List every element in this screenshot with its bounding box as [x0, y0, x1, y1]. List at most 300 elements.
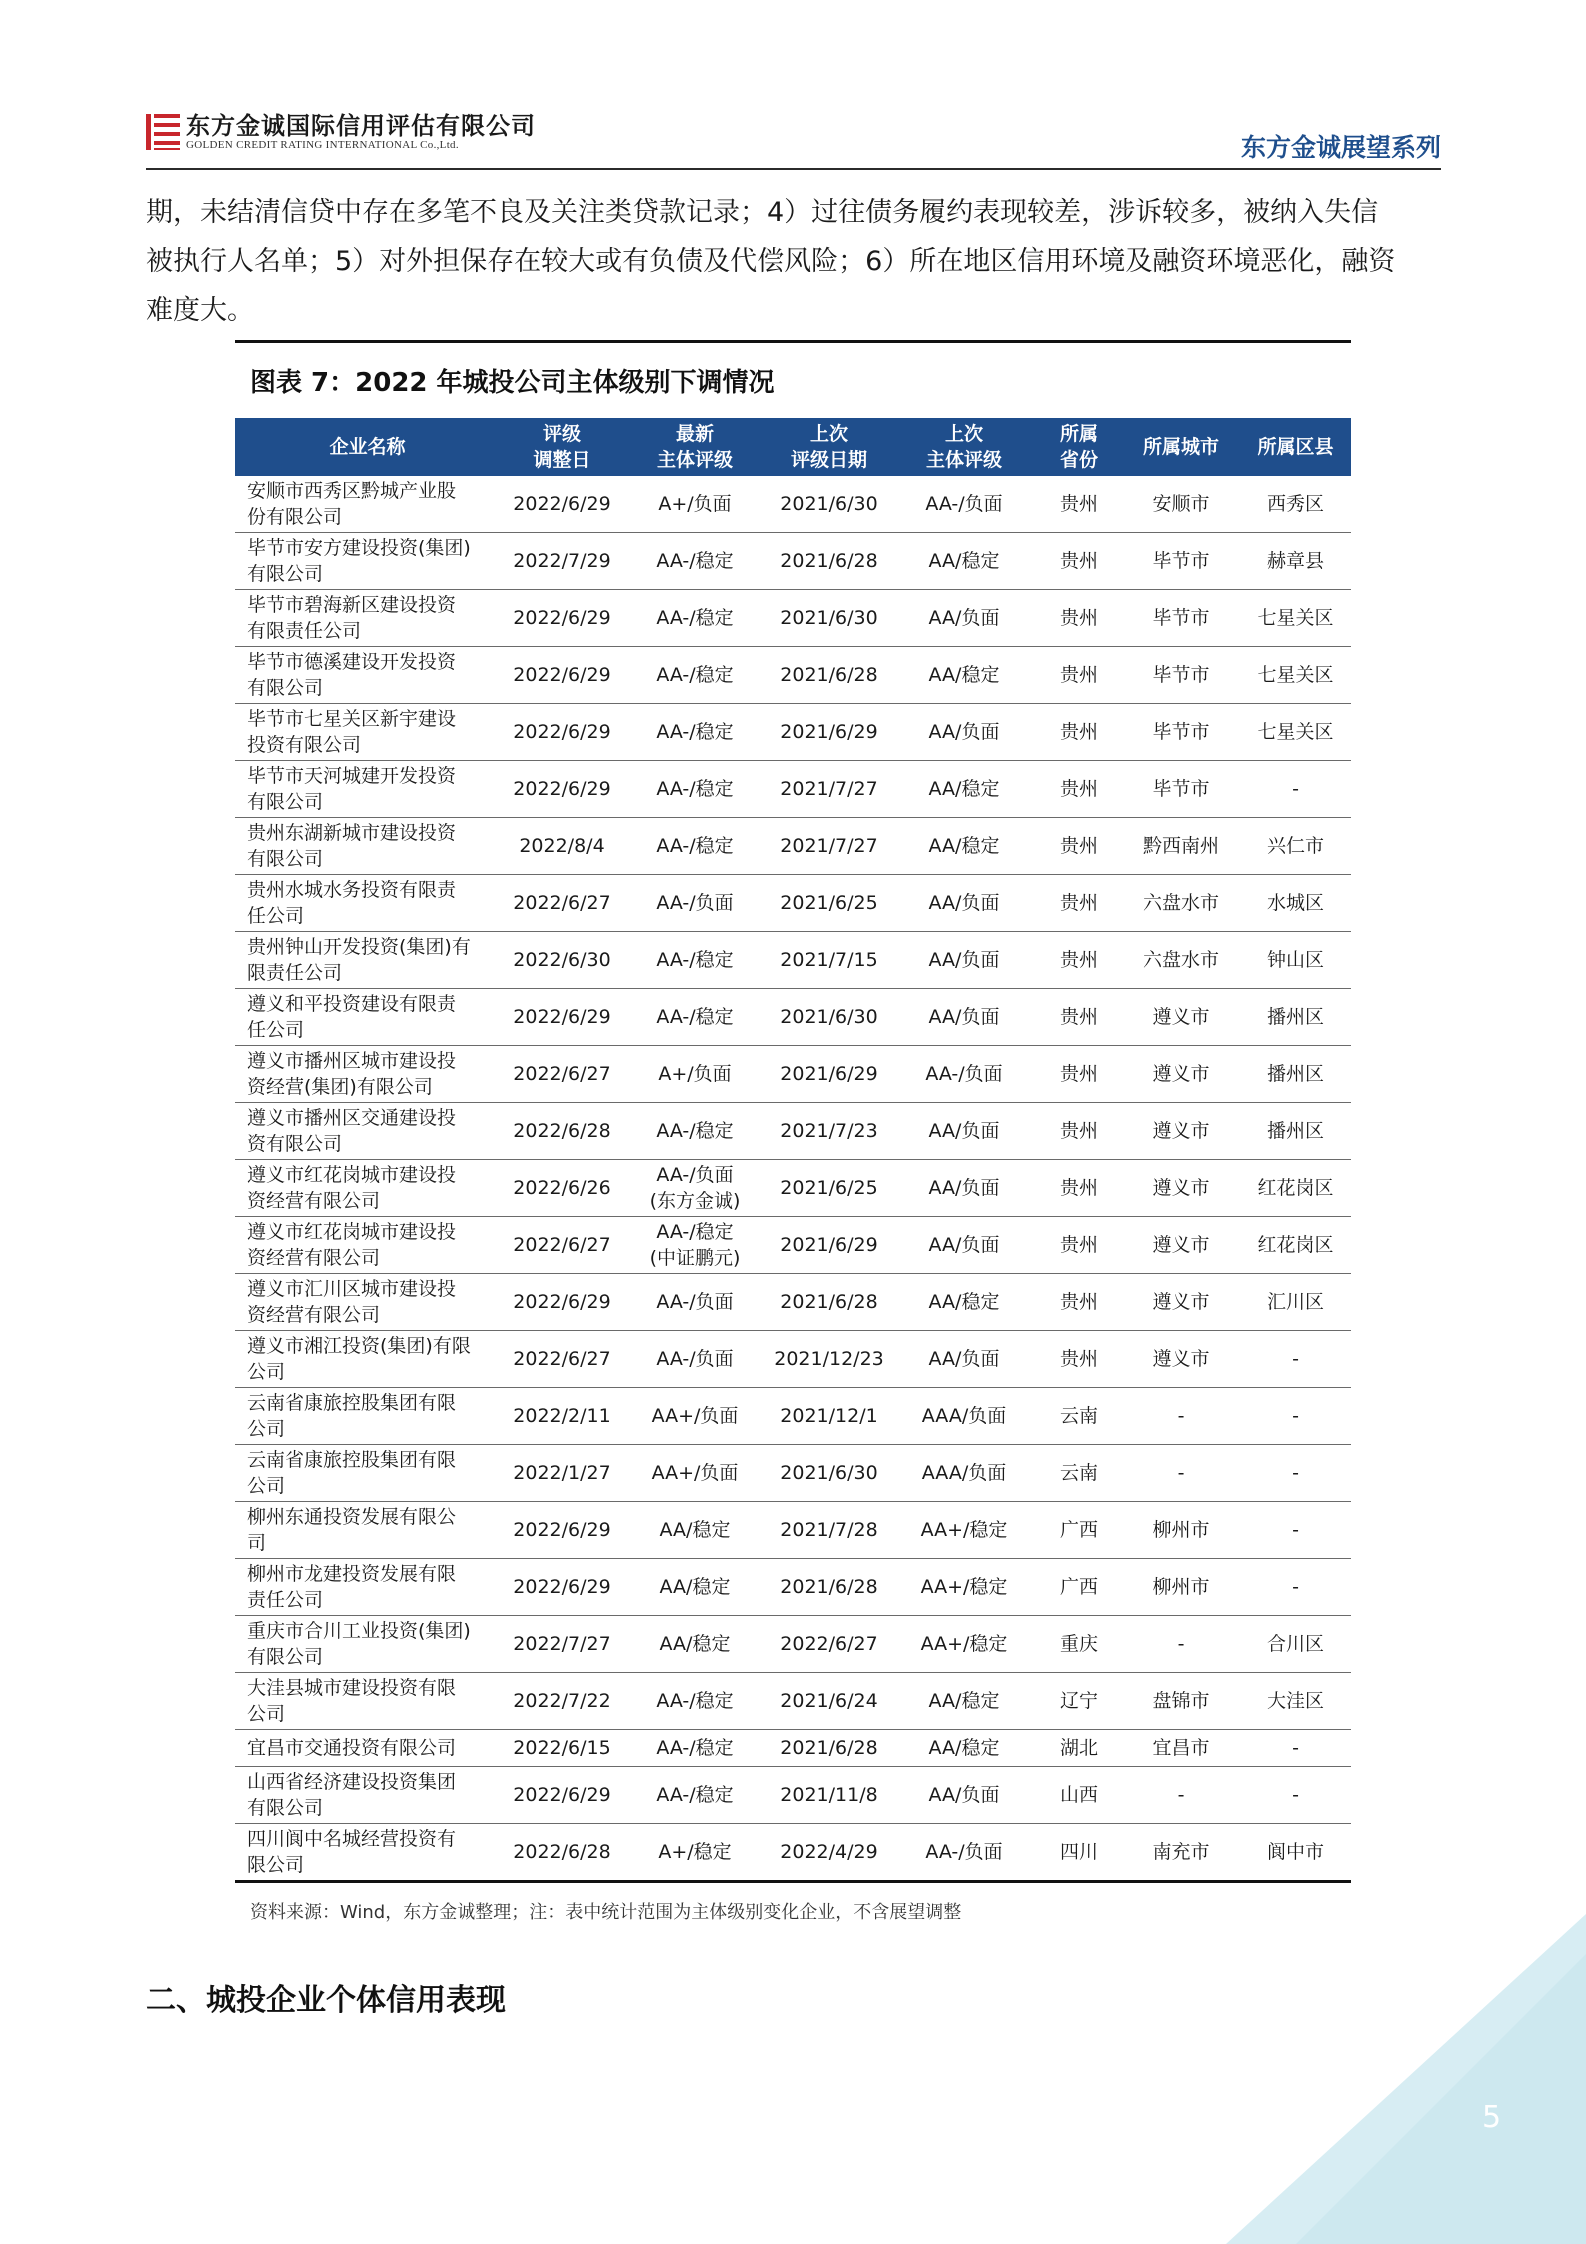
cell-text: 柳州市龙建投资发展有限 [247, 1563, 457, 1585]
cell-text: 毕节市 [1152, 778, 1210, 800]
cell-text: 柳州市 [1152, 1519, 1210, 1541]
cell-text: 2022/6/28 [513, 1841, 611, 1863]
table-cell [766, 704, 892, 761]
column-header [766, 418, 892, 476]
cell-text: 司 [247, 1532, 267, 1554]
cell-text: 2021/7/27 [780, 835, 878, 857]
table-cell [1240, 476, 1351, 533]
cell-text: 山西省经济建设投资集团 [247, 1771, 457, 1793]
cell-text: 资经营(集团)有限公司 [247, 1076, 433, 1098]
cell-text: 2021/6/29 [780, 1063, 878, 1085]
table-cell [1036, 1103, 1122, 1160]
table-cell [1036, 533, 1122, 590]
table-cell [1122, 1046, 1240, 1103]
cell-text: 柳州东通投资发展有限公 [247, 1506, 457, 1528]
company-name-cell [235, 1730, 500, 1767]
company-name-cell [235, 1046, 500, 1103]
table-cell [1122, 590, 1240, 647]
cell-text: 四川 [1059, 1841, 1098, 1863]
table-cell [892, 1160, 1036, 1217]
table-row [235, 1730, 1351, 1767]
cell-text: AA-/稳定 [656, 1690, 734, 1712]
table-cell [1122, 932, 1240, 989]
cell-text: AA/负面 [928, 1177, 1000, 1199]
cell-text: 2021/6/30 [780, 1006, 878, 1028]
cell-text: 2021/6/28 [780, 550, 878, 572]
table-cell [766, 1824, 892, 1882]
table-cell [766, 1331, 892, 1388]
cell-text: AA/稳定 [928, 550, 1000, 572]
cell-text: AA/负面 [928, 1006, 1000, 1028]
cell-text: 公司 [247, 1703, 286, 1725]
table-cell [1122, 1559, 1240, 1616]
page-header [146, 108, 1441, 168]
cell-text: 2022/6/28 [513, 1120, 611, 1142]
table-cell [1036, 1673, 1122, 1730]
cell-text: 湖北 [1059, 1737, 1098, 1759]
table-cell [1122, 476, 1240, 533]
cell-text: AA-/稳定 [656, 835, 734, 857]
cell-text: 红花岗区 [1257, 1234, 1334, 1256]
cell-text: 宜昌市交通投资有限公司 [247, 1737, 457, 1759]
table-cell [500, 1730, 624, 1767]
table-cell [892, 1331, 1036, 1388]
table-cell [1240, 1616, 1351, 1673]
series-title: 东方金诚展望系列 [1240, 133, 1441, 162]
cell-text: 2021/7/27 [780, 778, 878, 800]
table-cell [892, 818, 1036, 875]
table-cell [1240, 1160, 1351, 1217]
cell-text: AA-/稳定 [656, 949, 734, 971]
table-cell [1122, 533, 1240, 590]
table-cell [500, 1103, 624, 1160]
table-cell [1240, 1445, 1351, 1502]
table-cell [624, 1388, 766, 1445]
cell-text: 2022/6/29 [513, 664, 611, 686]
table-cell [1036, 818, 1122, 875]
table-cell [892, 647, 1036, 704]
table-row [235, 1103, 1351, 1160]
cell-text: 贵州 [1059, 1120, 1098, 1142]
cell-text: 毕节市德溪建设开发投资 [247, 651, 457, 673]
table-cell [1036, 1331, 1122, 1388]
table-cell [766, 989, 892, 1046]
table-cell [1240, 1274, 1351, 1331]
cell-text: AA/稳定 [928, 1291, 1000, 1313]
cell-text: AA/负面 [928, 1784, 1000, 1806]
cell-text: AA/稳定 [928, 835, 1000, 857]
cell-text: AA/稳定 [928, 1737, 1000, 1759]
cell-text: 评级 [542, 423, 581, 445]
table-cell [500, 761, 624, 818]
cell-text: AA/负面 [928, 892, 1000, 914]
table-cell [500, 1217, 624, 1274]
table-row [235, 1616, 1351, 1673]
cell-text: 播州区 [1266, 1063, 1324, 1085]
table-cell [766, 476, 892, 533]
cell-text: 阆中市 [1266, 1841, 1324, 1863]
table-cell [1036, 875, 1122, 932]
table-cell [624, 1730, 766, 1767]
cell-text: - [1177, 1633, 1185, 1655]
cell-text: 赫章县 [1266, 550, 1324, 572]
table-cell [766, 1217, 892, 1274]
cell-text: 份有限公司 [247, 506, 343, 528]
table-cell [1036, 1217, 1122, 1274]
cell-text: 2021/6/28 [780, 664, 878, 686]
table-cell [892, 533, 1036, 590]
cell-text: 兴仁市 [1266, 835, 1324, 857]
cell-text: 2022/6/29 [513, 1291, 611, 1313]
cell-text: 所属 [1059, 423, 1098, 445]
table-cell [766, 932, 892, 989]
cell-text: 贵州 [1059, 1063, 1098, 1085]
table-row [235, 1160, 1351, 1217]
cell-text: - [1177, 1784, 1185, 1806]
table-cell [1122, 761, 1240, 818]
table-cell [1240, 1217, 1351, 1274]
table-cell [500, 1160, 624, 1217]
column-header [624, 418, 766, 476]
company-name-cell [235, 761, 500, 818]
cell-text: A+/负面 [658, 493, 732, 515]
company-name-cell [235, 875, 500, 932]
cell-text: 毕节市安方建设投资(集团) [247, 537, 471, 559]
cell-text: 2021/7/28 [780, 1519, 878, 1541]
column-header [500, 418, 624, 476]
table-cell [1036, 590, 1122, 647]
cell-text: 2021/6/29 [780, 721, 878, 743]
company-name-cell [235, 1824, 500, 1882]
cell-text: AA-/负面 [925, 1841, 1003, 1863]
cell-text: (东方金诚) [649, 1190, 741, 1212]
table-cell [624, 476, 766, 533]
table-cell [500, 1673, 624, 1730]
cell-text: AA-/稳定 [656, 607, 734, 629]
cell-text: 2022/6/15 [513, 1737, 611, 1759]
cell-text: 重庆 [1059, 1633, 1098, 1655]
cell-text: - [1292, 1576, 1299, 1598]
table-cell [624, 1217, 766, 1274]
table-row [235, 1767, 1351, 1824]
table-cell [766, 1103, 892, 1160]
cell-text: 遵义市 [1152, 1291, 1210, 1313]
cell-text: AA-/负面 [925, 493, 1003, 515]
table-row [235, 1388, 1351, 1445]
cell-text: AA-/稳定 [656, 1006, 734, 1028]
table-cell [1240, 1331, 1351, 1388]
cell-text: 2022/6/30 [513, 949, 611, 971]
cell-text: - [1292, 1462, 1299, 1484]
cell-text: AA/稳定 [659, 1576, 731, 1598]
cell-text: 2021/6/30 [780, 607, 878, 629]
cell-text: 2021/12/1 [780, 1405, 878, 1427]
cell-text: 责任公司 [247, 1589, 324, 1611]
cell-text: 2022/8/4 [519, 835, 605, 857]
cell-text: 安顺市西秀区黔城产业股 [247, 480, 457, 502]
table-cell [1240, 761, 1351, 818]
table-row [235, 818, 1351, 875]
table-row [235, 647, 1351, 704]
table-cell [1036, 704, 1122, 761]
cell-text: 遵义市 [1152, 1006, 1210, 1028]
cell-text: 2022/7/22 [513, 1690, 611, 1712]
cell-text: 遵义市播州区城市建设投 [247, 1050, 457, 1072]
cell-text: 七星关区 [1257, 664, 1334, 686]
table-cell [766, 533, 892, 590]
cell-text: 贵州 [1059, 1177, 1098, 1199]
table-cell [1122, 1730, 1240, 1767]
cell-text: AA/负面 [928, 1234, 1000, 1256]
table-cell [1240, 590, 1351, 647]
table-cell [892, 989, 1036, 1046]
table-cell [500, 1502, 624, 1559]
table-cell [500, 1274, 624, 1331]
company-name-cell [235, 1160, 500, 1217]
table-cell [1036, 989, 1122, 1046]
table-cell [1122, 875, 1240, 932]
cell-text: AA/负面 [928, 607, 1000, 629]
cell-text: 云南 [1059, 1462, 1098, 1484]
cell-text: 公司 [247, 1418, 286, 1440]
table-cell [624, 1103, 766, 1160]
column-header [1036, 418, 1122, 476]
cell-text: 毕节市天河城建开发投资 [247, 765, 457, 787]
column-header [892, 418, 1036, 476]
company-name-cell [235, 1673, 500, 1730]
table-row [235, 1502, 1351, 1559]
table-cell [1122, 1824, 1240, 1882]
table-cell [1240, 533, 1351, 590]
column-header [1240, 418, 1351, 476]
table-cell [1036, 1824, 1122, 1882]
company-name-cell [235, 989, 500, 1046]
cell-text: 七星关区 [1257, 607, 1334, 629]
cell-text: 水城区 [1266, 892, 1324, 914]
cell-text: 有限责任公司 [247, 620, 362, 642]
table-cell [1036, 1445, 1122, 1502]
intro-line: 期，未结清信贷中存在多笔不良及关注类贷款记录；4）过往债务履约表现较差，涉诉较多，被纳入失信 [146, 197, 1379, 228]
cell-text: - [1177, 1462, 1185, 1484]
table-cell [892, 1673, 1036, 1730]
table-cell [1036, 761, 1122, 818]
table-cell [766, 1502, 892, 1559]
cell-text: AA+/负面 [651, 1462, 739, 1484]
table-cell [1240, 1673, 1351, 1730]
cell-text: 重庆市合川工业投资(集团) [247, 1620, 471, 1642]
table-cell [500, 818, 624, 875]
table-cell [1240, 989, 1351, 1046]
page-number: 5 [1482, 2100, 1502, 2135]
cell-text: 云南省康旅控股集团有限 [247, 1449, 457, 1471]
table-row [235, 1331, 1351, 1388]
table-cell [500, 1046, 624, 1103]
table-cell [892, 1616, 1036, 1673]
table-cell [624, 533, 766, 590]
table-cell [1240, 1730, 1351, 1767]
cell-text: 有限公司 [247, 791, 324, 813]
table-cell [500, 647, 624, 704]
cell-text: 贵州 [1059, 721, 1098, 743]
table-cell [766, 1559, 892, 1616]
cell-text: 所属城市 [1142, 436, 1219, 458]
table-header-row [235, 418, 1351, 476]
header-divider [146, 168, 1441, 170]
cell-text: 有限公司 [247, 563, 324, 585]
cell-text: AA-/稳定 [656, 1120, 734, 1142]
cell-text: 宜昌市 [1152, 1737, 1210, 1759]
cell-text: 遵义市 [1152, 1120, 1210, 1142]
table-row [235, 1559, 1351, 1616]
table-cell [1122, 1274, 1240, 1331]
table-cell [1122, 1767, 1240, 1824]
table-cell [1240, 1767, 1351, 1824]
table-cell [766, 1673, 892, 1730]
cell-text: 贵州 [1059, 607, 1098, 629]
table-cell [1240, 818, 1351, 875]
company-name-cell [235, 1767, 500, 1824]
table-cell [892, 1274, 1036, 1331]
table-cell [500, 1767, 624, 1824]
company-name-cell [235, 932, 500, 989]
cell-text: 遵义和平投资建设有限责 [247, 993, 457, 1015]
cell-text: 贵州 [1059, 835, 1098, 857]
cell-text: 2022/6/29 [513, 778, 611, 800]
table-cell [892, 590, 1036, 647]
table-row [235, 590, 1351, 647]
table-cell [766, 1445, 892, 1502]
cell-text: A+/负面 [658, 1063, 732, 1085]
table-cell [624, 1331, 766, 1388]
table-cell [1122, 1388, 1240, 1445]
cell-text: 六盘水市 [1142, 949, 1219, 971]
table-cell [1122, 647, 1240, 704]
section-heading: 二、城投企业个体信用表现 [146, 1983, 506, 2018]
cell-text: 黔西南州 [1142, 835, 1219, 857]
cell-text: 上次 [809, 423, 848, 445]
table-cell [1036, 1730, 1122, 1767]
cell-text: 遵义市红花岗城市建设投 [247, 1164, 457, 1186]
cell-text: 山西 [1059, 1784, 1098, 1806]
table-cell [1036, 1046, 1122, 1103]
company-logo [146, 112, 536, 152]
cell-text: 2021/6/28 [780, 1291, 878, 1313]
cell-text: 广西 [1059, 1576, 1098, 1598]
cell-text: 2021/12/23 [774, 1348, 884, 1370]
cell-text: - [1292, 1784, 1299, 1806]
cell-text: 播州区 [1266, 1120, 1324, 1142]
table-cell [892, 1502, 1036, 1559]
company-name-cell [235, 590, 500, 647]
table-cell [1240, 932, 1351, 989]
cell-text: 上次 [944, 423, 983, 445]
table-cell [892, 1824, 1036, 1882]
table-cell [624, 1824, 766, 1882]
corner-decoration-icon [1226, 1914, 1586, 2244]
table-cell [1036, 1274, 1122, 1331]
table-cell [624, 647, 766, 704]
cell-text: 遵义市红花岗城市建设投 [247, 1221, 457, 1243]
table-cell [766, 1274, 892, 1331]
cell-text: 任公司 [247, 1019, 305, 1041]
cell-text: 有限公司 [247, 1646, 324, 1668]
cell-text: AA+/稳定 [920, 1519, 1008, 1541]
cell-text: 2021/6/28 [780, 1737, 878, 1759]
table-cell [892, 704, 1036, 761]
cell-text: 遵义市 [1152, 1234, 1210, 1256]
table-cell [500, 476, 624, 533]
company-name-cn: 东方金诚国际信用评估有限公司 [186, 111, 536, 140]
table-cell [500, 1445, 624, 1502]
cell-text: 2021/7/15 [780, 949, 878, 971]
table-cell [892, 875, 1036, 932]
cell-text: AA+/稳定 [920, 1633, 1008, 1655]
cell-text: 贵州 [1059, 550, 1098, 572]
cell-text: 主体评级 [925, 449, 1002, 471]
table-cell [892, 761, 1036, 818]
intro-paragraph [146, 188, 1441, 335]
company-name-cell [235, 1217, 500, 1274]
table-cell [766, 647, 892, 704]
cell-text: 贵州 [1059, 664, 1098, 686]
cell-text: AAA/负面 [921, 1405, 1007, 1427]
cell-text: 贵州 [1059, 1234, 1098, 1256]
cell-text: 辽宁 [1059, 1690, 1098, 1712]
table-cell [500, 989, 624, 1046]
cell-text: AA/稳定 [928, 664, 1000, 686]
table-cell [624, 761, 766, 818]
table-cell [500, 1559, 624, 1616]
cell-text: 2022/6/29 [513, 493, 611, 515]
cell-text: 2022/6/27 [780, 1633, 878, 1655]
cell-text: 贵州 [1059, 493, 1098, 515]
cell-text: 2021/6/30 [780, 1462, 878, 1484]
cell-text: AA/稳定 [928, 778, 1000, 800]
cell-text: AA/负面 [928, 721, 1000, 743]
table-cell [624, 1616, 766, 1673]
cell-text: 2021/6/25 [780, 1177, 878, 1199]
cell-text: 2022/6/27 [513, 892, 611, 914]
table-cell [624, 1502, 766, 1559]
cell-text: 2021/6/24 [780, 1690, 878, 1712]
table-cell [766, 875, 892, 932]
cell-text: AA-/稳定 [656, 1784, 734, 1806]
cell-text: 有限公司 [247, 677, 324, 699]
table-cell [1240, 1046, 1351, 1103]
table-cell [892, 1388, 1036, 1445]
company-name-cell [235, 704, 500, 761]
table-cell [624, 1046, 766, 1103]
cell-text: 2022/6/27 [513, 1063, 611, 1085]
cell-text: AA/稳定 [659, 1519, 731, 1541]
cell-text: 播州区 [1266, 1006, 1324, 1028]
cell-text: - [1177, 1405, 1185, 1427]
cell-text: 2021/6/29 [780, 1234, 878, 1256]
cell-text: 所属区县 [1257, 436, 1334, 458]
company-name-cell [235, 1445, 500, 1502]
cell-text: AA-/负面 [656, 1291, 734, 1313]
cell-text: AA+/稳定 [920, 1576, 1008, 1598]
table-row [235, 1274, 1351, 1331]
figure-title: 图表 7：2022 年城投公司主体级别下调情况 [250, 368, 775, 398]
company-name-cell [235, 1616, 500, 1673]
table-cell [1036, 1616, 1122, 1673]
cell-text: 遵义市 [1152, 1177, 1210, 1199]
table-row [235, 1217, 1351, 1274]
table-cell [500, 1331, 624, 1388]
table-cell [1036, 476, 1122, 533]
cell-text: 2022/6/29 [513, 1784, 611, 1806]
